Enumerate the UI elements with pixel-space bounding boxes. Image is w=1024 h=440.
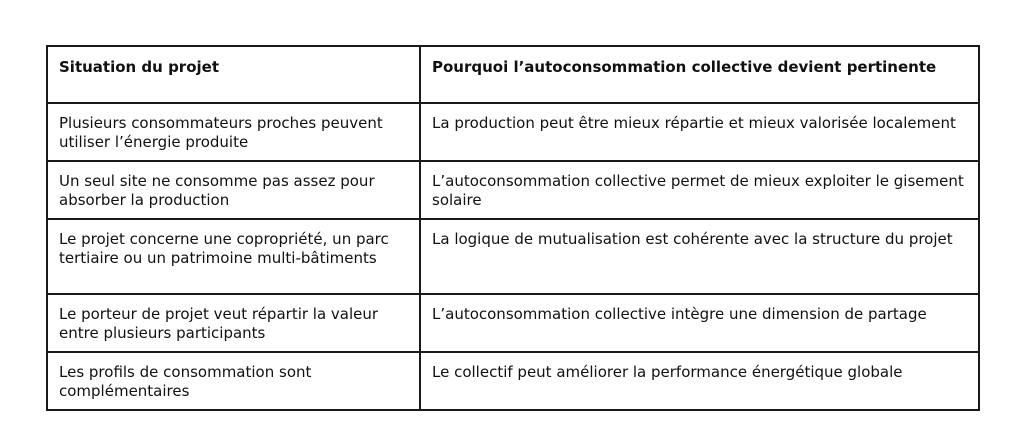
reason-cell: L’autoconsommation collective intègre une dimension de partage — [420, 294, 979, 352]
table-row — [47, 352, 979, 410]
situation-cell: Le projet concerne une copropriété, un parc tertiaire ou un patrimoine multi-bâtiments — [47, 219, 420, 294]
reason-cell: Le collectif peut améliorer la performance énergétique globale — [420, 352, 979, 410]
reason-cell: La logique de mutualisation est cohérente avec la structure du projet — [420, 219, 979, 294]
reason-cell: La production peut être mieux répartie et mieux valorisée localement — [420, 103, 979, 161]
situation-cell: Un seul site ne consomme pas assez pour absorber la production — [47, 161, 420, 219]
header-pourquoi: Pourquoi l’autoconsommation collective devient pertinente — [420, 46, 979, 103]
header-situation: Situation du projet — [47, 46, 420, 103]
situation-cell: Plusieurs consommateurs proches peuvent utiliser l’énergie produite — [47, 103, 420, 161]
situation-cell: Les profils de consommation sont complémentaires — [47, 352, 420, 410]
table-row — [47, 161, 979, 219]
table-header-row — [47, 46, 979, 103]
table-row — [47, 294, 979, 352]
situation-table — [46, 45, 980, 411]
situation-cell: Le porteur de projet veut répartir la valeur entre plusieurs participants — [47, 294, 420, 352]
table-row — [47, 219, 979, 294]
table-row — [47, 103, 979, 161]
reason-cell: L’autoconsommation collective permet de mieux exploiter le gisement solaire — [420, 161, 979, 219]
